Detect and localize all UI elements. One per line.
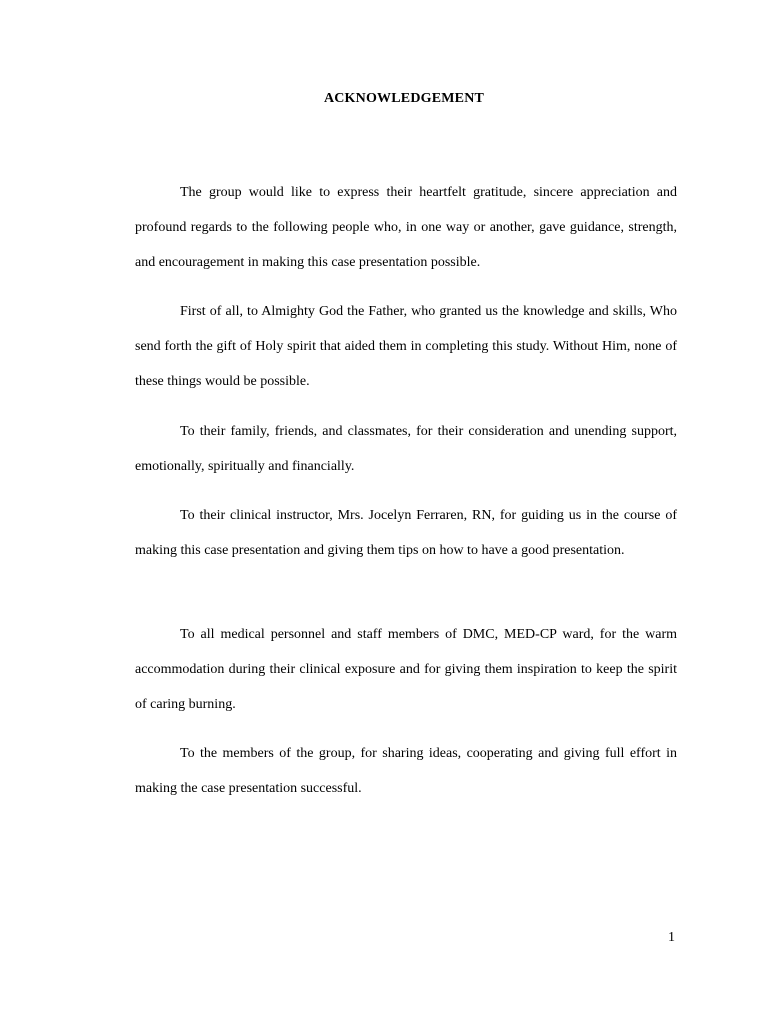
paragraph: First of all, to Almighty God the Father, who granted us the knowledge and skills, Who send forth the gift of Holy spirit that aided them in completing this study. Without Him, none of these things would be possible.: [135, 304, 677, 389]
paragraph: To their clinical instructor, Mrs. Jocelyn Ferraren, RN, for guiding us in the course of making this case presentation and giving them tips on how to have a good presentation.: [135, 508, 677, 558]
paragraph-instructor: [135, 498, 677, 568]
paragraph: To the members of the group, for sharing ideas, cooperating and giving full effort in making the case presentation successful.: [135, 746, 677, 796]
paragraph-intro: [135, 175, 677, 280]
page-number: 1: [668, 930, 675, 945]
paragraph: The group would like to express their heartfelt gratitude, sincere appreciation and profound regards to the following people who, in one way or another, gave guidance, strength, and encouragement in making this case presentation possible.: [135, 185, 677, 270]
paragraph: To their family, friends, and classmates, for their consideration and unending support, emotionally, spiritually and financially.: [135, 424, 677, 474]
paragraph-god: [135, 294, 677, 399]
paragraph: To all medical personnel and staff members of DMC, MED-CP ward, for the warm accommodation during their clinical exposure and for giving them inspiration to keep the spirit of caring burning.: [135, 627, 677, 712]
paragraph-medical-personnel: [135, 617, 677, 722]
paragraph-family: [135, 414, 677, 484]
page-title: ACKNOWLEDGEMENT: [323, 91, 485, 106]
paragraph-group-members: [135, 736, 677, 806]
